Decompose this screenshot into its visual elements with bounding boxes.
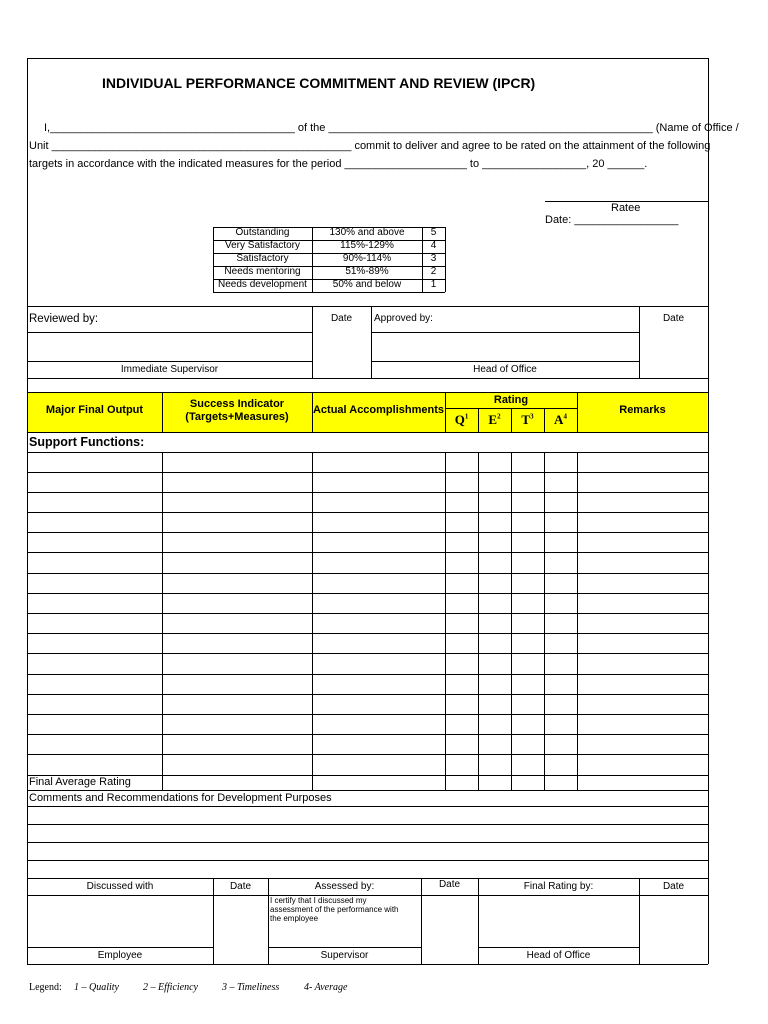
header-rating-a: $A^4$ <box>554 412 567 427</box>
page-title: INDIVIDUAL PERFORMANCE COMMITMENT AND REVIEW (IPCR) <box>102 75 536 91</box>
reviewer-date-field[interactable] <box>313 333 370 377</box>
supervisor-label: Supervisor <box>320 950 369 961</box>
supervisor-signature-field[interactable] <box>269 924 420 946</box>
intro-line-1: I,________________________________________ of the _____________________________________________________ (Name of Office / <box>44 122 739 134</box>
legend-label: Legend: <box>29 982 62 993</box>
scale-label-outstanding: Outstanding <box>235 227 290 238</box>
scale-score-needs-mentoring: 2 <box>430 266 437 277</box>
discussed-date-label: Date <box>229 881 252 892</box>
scale-label-very-satisfactory: Very Satisfactory <box>224 240 301 251</box>
footer-head-of-office-label: Head of Office <box>526 950 591 961</box>
review-bottom-line <box>27 378 708 379</box>
scale-score-needs-development: 1 <box>430 279 437 290</box>
scale-range-very-satisfactory: 115%-129% <box>340 240 394 251</box>
ratee-label: Ratee <box>611 202 641 214</box>
header-rating-e: $E^2$ <box>488 412 501 427</box>
legend-item-quality: 1 – Quality <box>74 982 119 993</box>
header-actual-accomplishments: Actual Accomplishments <box>312 404 444 416</box>
legend-item-timeliness: 3 – Timeliness <box>222 982 280 993</box>
assessed-by-label: Assessed by: <box>314 881 375 892</box>
certify-line-2: assessment of the performance with <box>270 905 399 914</box>
certify-line-1: I certify that I discussed my <box>270 896 367 905</box>
scale-range-needs-mentoring: 51%-89% <box>345 266 389 277</box>
scale-label-satisfactory: Satisfactory <box>236 253 289 264</box>
header-targets-measures: (Targets+Measures) <box>185 411 289 423</box>
discussed-date-field[interactable] <box>214 896 267 963</box>
legend-item-efficiency: 2 – Efficiency <box>143 982 198 993</box>
review-date-label: Date <box>330 313 353 324</box>
review-top-line <box>27 306 708 307</box>
final-average-rating-label: Final Average Rating <box>29 776 131 788</box>
legend-item-average: 4- Average <box>304 982 348 993</box>
comments-label: Comments and Recommendations for Development Purposes <box>29 792 332 804</box>
header-success-indicator: Success Indicator <box>189 398 285 410</box>
header-rating-t: $T^3$ <box>521 412 534 427</box>
assessed-date-field[interactable] <box>422 896 477 963</box>
reviewer-signature-field[interactable] <box>28 333 311 360</box>
approver-date-field[interactable] <box>640 333 707 377</box>
final-rating-date-label: Date <box>662 881 685 892</box>
approval-date-label: Date <box>662 313 685 324</box>
scale-label-needs-mentoring: Needs mentoring <box>224 266 301 277</box>
form-border-right <box>708 58 709 964</box>
header-rating-q: $Q^1$ <box>454 412 469 427</box>
header-major-final-output: Major Final Output <box>45 404 144 416</box>
header-remarks: Remarks <box>619 404 666 416</box>
scale-label-needs-development: Needs development <box>218 279 307 290</box>
scale-score-very-satisfactory: 4 <box>430 240 437 251</box>
scale-range-needs-development: 50% and below <box>332 279 402 290</box>
form-border-bottom <box>27 964 708 965</box>
employee-label: Employee <box>97 950 143 961</box>
intro-line-3: targets in accordance with the indicated measures for the period ____________________ to _________________, 20 ______. <box>29 158 648 170</box>
header-rating: Rating <box>493 394 529 406</box>
ratee-date: Date: _________________ <box>545 214 679 226</box>
intro-line-2: Unit _________________________________________________ commit to deliver and agree to be rated on the attainment of the following <box>29 140 711 152</box>
form-border-top <box>27 58 708 59</box>
reviewed-by-label: Reviewed by: <box>29 313 99 325</box>
discussed-with-label: Discussed with <box>86 881 154 892</box>
assessed-date-label: Date <box>438 879 461 890</box>
scale-score-satisfactory: 3 <box>430 253 437 264</box>
support-functions-label: Support Functions: <box>29 435 145 449</box>
scale-range-satisfactory: 90%-114% <box>342 253 392 264</box>
comments-field[interactable] <box>28 807 707 877</box>
scale-score-outstanding: 5 <box>430 227 437 238</box>
final-rating-by-label: Final Rating by: <box>523 881 594 892</box>
scale-range-outstanding: 130% and above <box>329 227 405 238</box>
approver-signature-field[interactable] <box>372 333 638 360</box>
certify-line-3: the employee <box>270 914 319 923</box>
employee-signature-field[interactable] <box>28 896 212 946</box>
head-of-office-label: Head of Office <box>473 364 537 375</box>
immediate-supervisor-label: Immediate Supervisor <box>120 364 219 375</box>
final-rating-date-field[interactable] <box>640 896 707 963</box>
head-of-office-signature-field[interactable] <box>479 896 638 946</box>
approved-by-label: Approved by: <box>374 313 433 324</box>
